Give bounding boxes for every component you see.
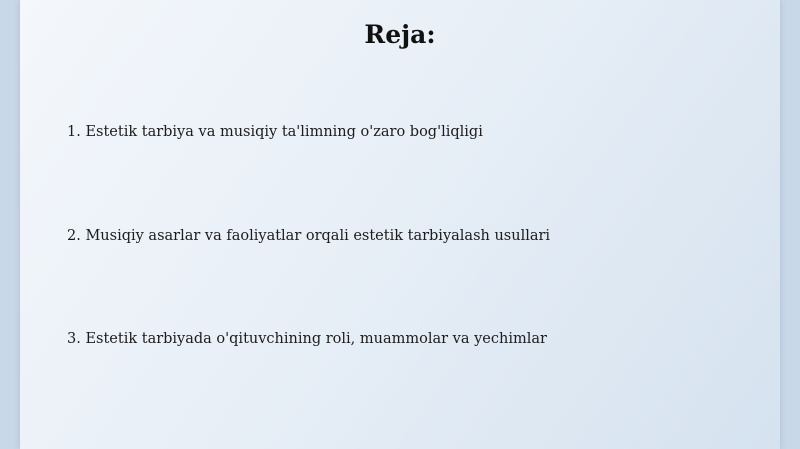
slide-title: Reja: — [364, 20, 436, 49]
plan-item-3: 3. Estetik tarbiyada o'qituvchining roli, muammolar va yechimlar — [67, 331, 547, 347]
plan-item-1: 1. Estetik tarbiya va musiqiy ta'limning o'zaro bog'liqligi — [67, 124, 483, 140]
plan-item-2: 2. Musiqiy asarlar va faoliyatlar orqali estetik tarbiyalash usullari — [67, 228, 551, 244]
slide — [20, 0, 780, 449]
